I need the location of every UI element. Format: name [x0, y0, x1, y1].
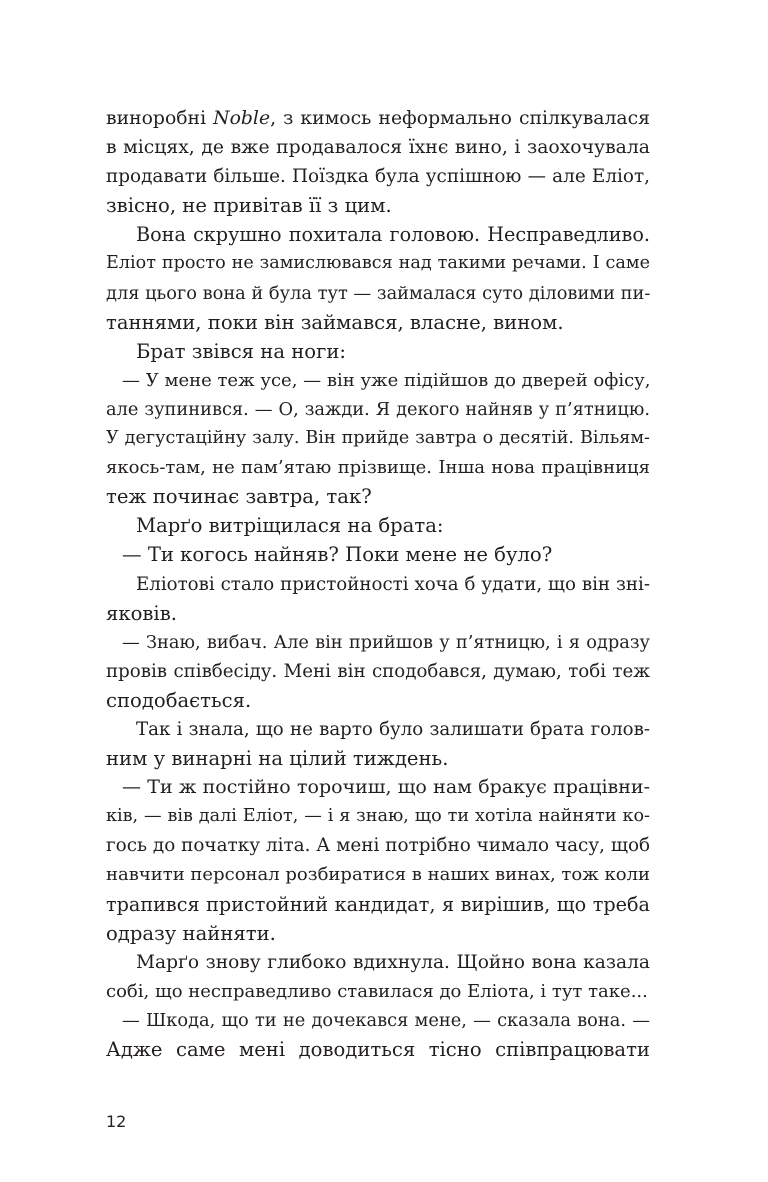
- text-line: продавати більше. Поїздка була успішною — але Еліот,: [106, 166, 650, 188]
- text-line: якось-там, не пам’ятаю прізвище. Інша нова працівниця: [106, 457, 650, 479]
- text-line: Брат звівся на ноги:: [136, 339, 347, 363]
- page-number: 12: [106, 1112, 127, 1131]
- text-line: трапився пристойний кандидат, я вирішив, що треба: [106, 892, 650, 916]
- text-line: Марґо знову глибоко вдихнула. Щойно вона казала: [136, 951, 650, 973]
- text-span: , з кимось неформально спілкувалася: [270, 108, 650, 129]
- text-line: теж починає завтра, так?: [106, 485, 372, 509]
- text-line: навчити персонал розбиратися в наших винах, тож коли: [106, 864, 651, 886]
- text-line: [106, 104, 650, 133]
- text-line: Еліот просто не замислювався над такими речами. І саме: [106, 253, 650, 274]
- text-line: провів співбесіду. Мені він сподобався, думаю, тобі теж: [106, 660, 650, 682]
- text-line: У дегустаційну залу. Він прийде завтра о десятій. Вільям-: [106, 428, 650, 449]
- text-line: Адже саме мені доводиться тісно співпрацювати: [106, 1038, 650, 1061]
- text-line: для цього вона й була тут — займалася суто діловими пи-: [106, 282, 651, 304]
- text-line: в місцях, де вже продавалося їхнє вино, і заохочувала: [106, 137, 650, 159]
- text-line: яковів.: [106, 601, 177, 625]
- text-line: звісно, не привітав її з цим.: [106, 194, 392, 218]
- text-span: виноробні: [106, 108, 214, 129]
- text-line: одразу найняти.: [106, 921, 276, 945]
- text-line: Вона скрушно похитала головою. Несправедливо.: [136, 223, 650, 247]
- text-line: — Ти когось найняв? Поки мене не було?: [122, 543, 553, 567]
- text-line: Еліотові стало пристойності хоча б удати, що він зні-: [136, 573, 650, 595]
- text-line: але зупинився. — О, зажди. Я декого найняв у п’ятницю.: [106, 398, 650, 420]
- text-line: Марґо витріщилася на брата:: [136, 514, 444, 538]
- italic-word: Noble: [213, 108, 271, 129]
- text-line: ним у винарні на цілий тиждень.: [106, 747, 449, 771]
- body-text: [106, 104, 650, 1064]
- text-line: Так і знала, що не варто було залишати брата голов-: [136, 718, 650, 740]
- text-line: сподобається.: [106, 688, 252, 712]
- text-line: гось до початку літа. А мені потрібно чимало часу, щоб: [106, 835, 651, 857]
- text-line: собі, що несправедливо ставилася до Еліота, і тут таке...: [106, 980, 648, 1002]
- text-line: — Ти ж постійно торочиш, що нам бракує працівни-: [122, 776, 650, 799]
- text-line: — Знаю, вибач. Але він прийшов у п’ятницю, і я одразу: [122, 631, 650, 653]
- text-line: таннями, поки він займався, власне, вином.: [106, 310, 564, 334]
- text-line: — У мене теж усе, — він уже підійшов до дверей офісу,: [122, 369, 651, 391]
- text-line: — Шкода, що ти не дочекався мене, — сказала вона. —: [122, 1009, 650, 1031]
- text-line: ків, — вів далі Еліот, — і я знаю, що ти хотіла найняти ко-: [106, 806, 650, 827]
